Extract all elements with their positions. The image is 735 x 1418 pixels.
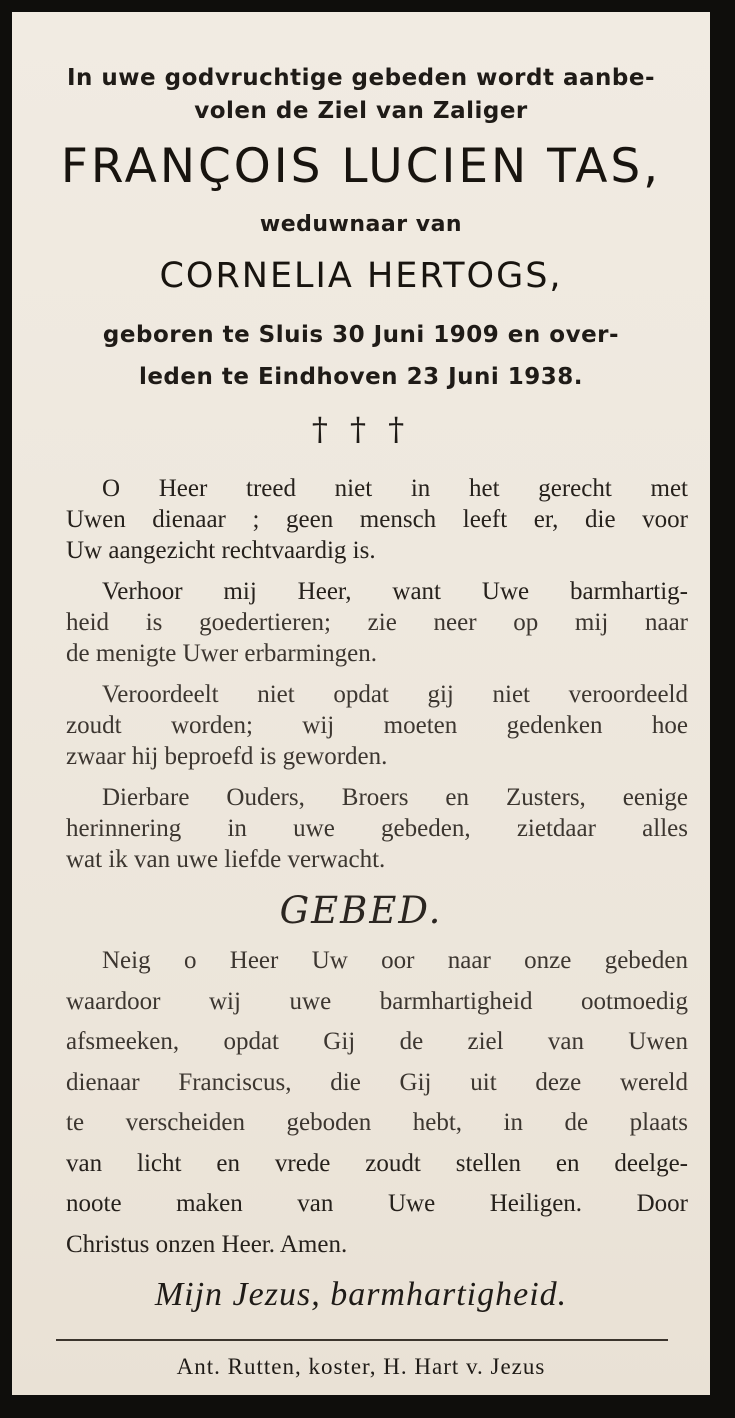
spouse-name: CORNELIA HERTOGS, <box>159 256 563 296</box>
printer-credit: Ant. Rutten, koster, H. Hart v. Jezus <box>176 1354 546 1379</box>
verse-4-line-2: herinnering in uwe gebeden, zietdaar alles <box>66 815 688 842</box>
gebed-line-3: afsmeeken, opdat Gij de ziel van Uwen <box>66 1028 688 1055</box>
widower-label: weduwnaar van <box>259 212 463 237</box>
deceased-name: FRANÇOIS LUCIEN TAS, <box>60 139 662 194</box>
gebed-line-8: Christus onzen Heer. Amen. <box>66 1231 348 1258</box>
gebed-title: GEBED. <box>279 889 443 932</box>
verse-4-line-3: wat ik van uwe liefde verwacht. <box>66 846 386 873</box>
gebed-line-1: Neig o Heer Uw oor naar onze gebeden <box>102 947 688 974</box>
gebed-line-4: dienaar Franciscus, die Gij uit deze wereld <box>66 1069 688 1096</box>
death-line: leden te Eindhoven 23 Juni 1938. <box>138 364 584 390</box>
gebed-line-6: van licht en vrede zoudt stellen en deelge- <box>66 1150 688 1177</box>
verse-3-line-3: zwaar hij beproefd is geworden. <box>66 743 388 770</box>
verse-1-line-3: Uw aangezicht rechtvaardig is. <box>66 537 376 564</box>
gebed-line-2: waardoor wij uwe barmhartigheid ootmoedig <box>66 988 688 1015</box>
gebed-line-5: te verscheiden geboden hebt, in de plaats <box>66 1109 688 1136</box>
birth-line: geboren te Sluis 30 Juni 1909 en over- <box>102 322 620 348</box>
verse-3-line-2: zoudt worden; wij moeten gedenken hoe <box>66 712 688 739</box>
intro-line-2: volen de Ziel van Zaliger <box>194 98 528 124</box>
verse-2-line-3: de menigte Uwer erbarmingen. <box>66 640 377 667</box>
divider-rule <box>56 1339 668 1341</box>
gebed-line-7: noote maken van Uwe Heiligen. Door <box>66 1190 688 1217</box>
intro-line-1: In uwe godvruchtige gebeden wordt aanbe- <box>66 65 655 91</box>
verse-3-line-1: Veroordeelt niet opdat gij niet veroordeeld <box>102 681 688 708</box>
verse-1-line-1: O Heer treed niet in het gerecht met <box>102 475 688 502</box>
verse-1-line-2: Uwen dienaar ; geen mensch leeft er, die voor <box>66 506 688 533</box>
ejaculation: Mijn Jezus, barmhartigheid. <box>154 1276 568 1313</box>
three-crosses: † † † <box>311 410 411 448</box>
verse-4-line-1: Dierbare Ouders, Broers en Zusters, eenige <box>102 784 688 811</box>
verse-2-line-2: heid is goedertieren; zie neer op mij naar <box>66 609 688 636</box>
memorial-card <box>12 12 710 1395</box>
verse-2-line-1: Verhoor mij Heer, want Uwe barmhartig- <box>102 578 688 605</box>
